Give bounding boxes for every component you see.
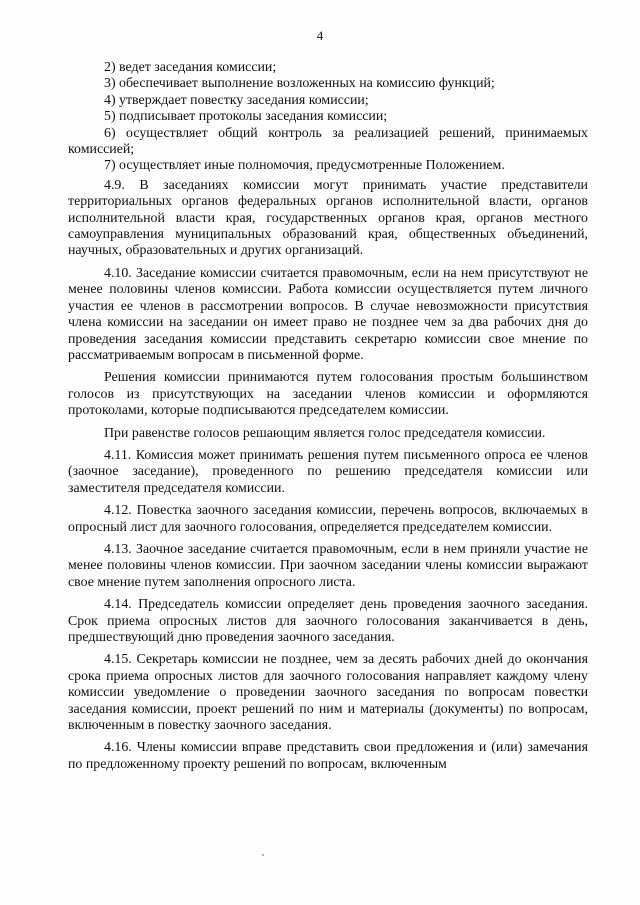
paragraph-4-10: 4.10. Заседание комиссии считается правомочным, если на нем присутствуют не менее половины членов комиссии. Работа комиссии осуществляется путем личного участия ее членов в рассмотрении вопросов. В случае невозможности присутствия члена комиссии на заседании он имеет право не позднее чем за два рабочих дня до проведения заседания комиссии представить секретарю комиссии свое мнение по рассматриваемым вопросам в письменной форме. <box>68 265 588 363</box>
list-item-4: 4) утверждает повестку заседания комиссии; <box>104 92 369 108</box>
page-number: 4 <box>316 28 324 43</box>
paragraph-decisions: Решения комиссии принимаются путем голосования простым большинством голосов из присутствующих на заседании членов комиссии и оформляются протоколами, которые подписываются председателем комиссии. <box>68 370 588 419</box>
paragraph-4-15: 4.15. Секретарь комиссии не позднее, чем за десять рабочих дней до окончания срока приема опросных листов для заочного голосования направляет каждому члену комиссии уведомление о проведении заочного заседания по вопросам повестки заседания комиссии, проект решений по ним и материалы (документы) по вопросам, включенным в повестку заочного заседания. <box>68 652 588 734</box>
paragraph-4-9: 4.9. В заседаниях комиссии могут принимать участие представители территориальных органов федеральных органов исполнительной власти, органов исполнительной власти края, государственных органов края, органов местного самоуправления муниципальных образований края, общественных объединений, научных, образовательных и других организаций. <box>68 177 588 259</box>
paragraph-4-16: 4.16. Члены комиссии вправе представить свои предложения и (или) замечания по предложенному проекту решений по вопросам, включенным <box>68 740 588 772</box>
paragraph-equal-votes: При равенстве голосов решающим является голос председателя комиссии. <box>104 425 546 441</box>
list-item-2: 2) ведет заседания комиссии; <box>104 60 277 75</box>
list-item-5: 5) подписывает протоколы заседания комиссии; <box>104 109 388 125</box>
paragraph-4-12: 4.12. Повестка заочного заседания комиссии, перечень вопросов, включаемых в опросный лист для заочного голосования, определяется председателем комиссии. <box>68 503 588 535</box>
scan-speck <box>262 854 264 856</box>
list-item-6: 6) осуществляет общий контроль за реализацией решений, принимаемых комиссией; <box>68 125 588 158</box>
paragraph-4-14: 4.14. Председатель комиссии определяет день проведения заочного заседания. Срок приема опросных листов для заочного голосования заканчивается в день, предшествующий дню проведения заочного заседания. <box>68 597 588 645</box>
paragraph-4-11: 4.11. Комиссия может принимать решения путем письменного опроса ее членов (заочное заседание), проведенного по решению председателя комиссии или заместителя председателя комиссии. <box>68 447 588 496</box>
list-item-7: 7) осуществляет иные полномочия, предусмотренные Положением. <box>104 158 505 174</box>
paragraph-4-13: 4.13. Заочное заседание считается правомочным, если в нем приняли участие не менее половины членов комиссии. При заочном заседании члены комиссии выражают свое мнение путем заполнения опросного листа. <box>68 541 588 590</box>
list-item-3: 3) обеспечивает выполнение возложенных на комиссию функций; <box>104 76 495 92</box>
document-body <box>68 60 588 773</box>
